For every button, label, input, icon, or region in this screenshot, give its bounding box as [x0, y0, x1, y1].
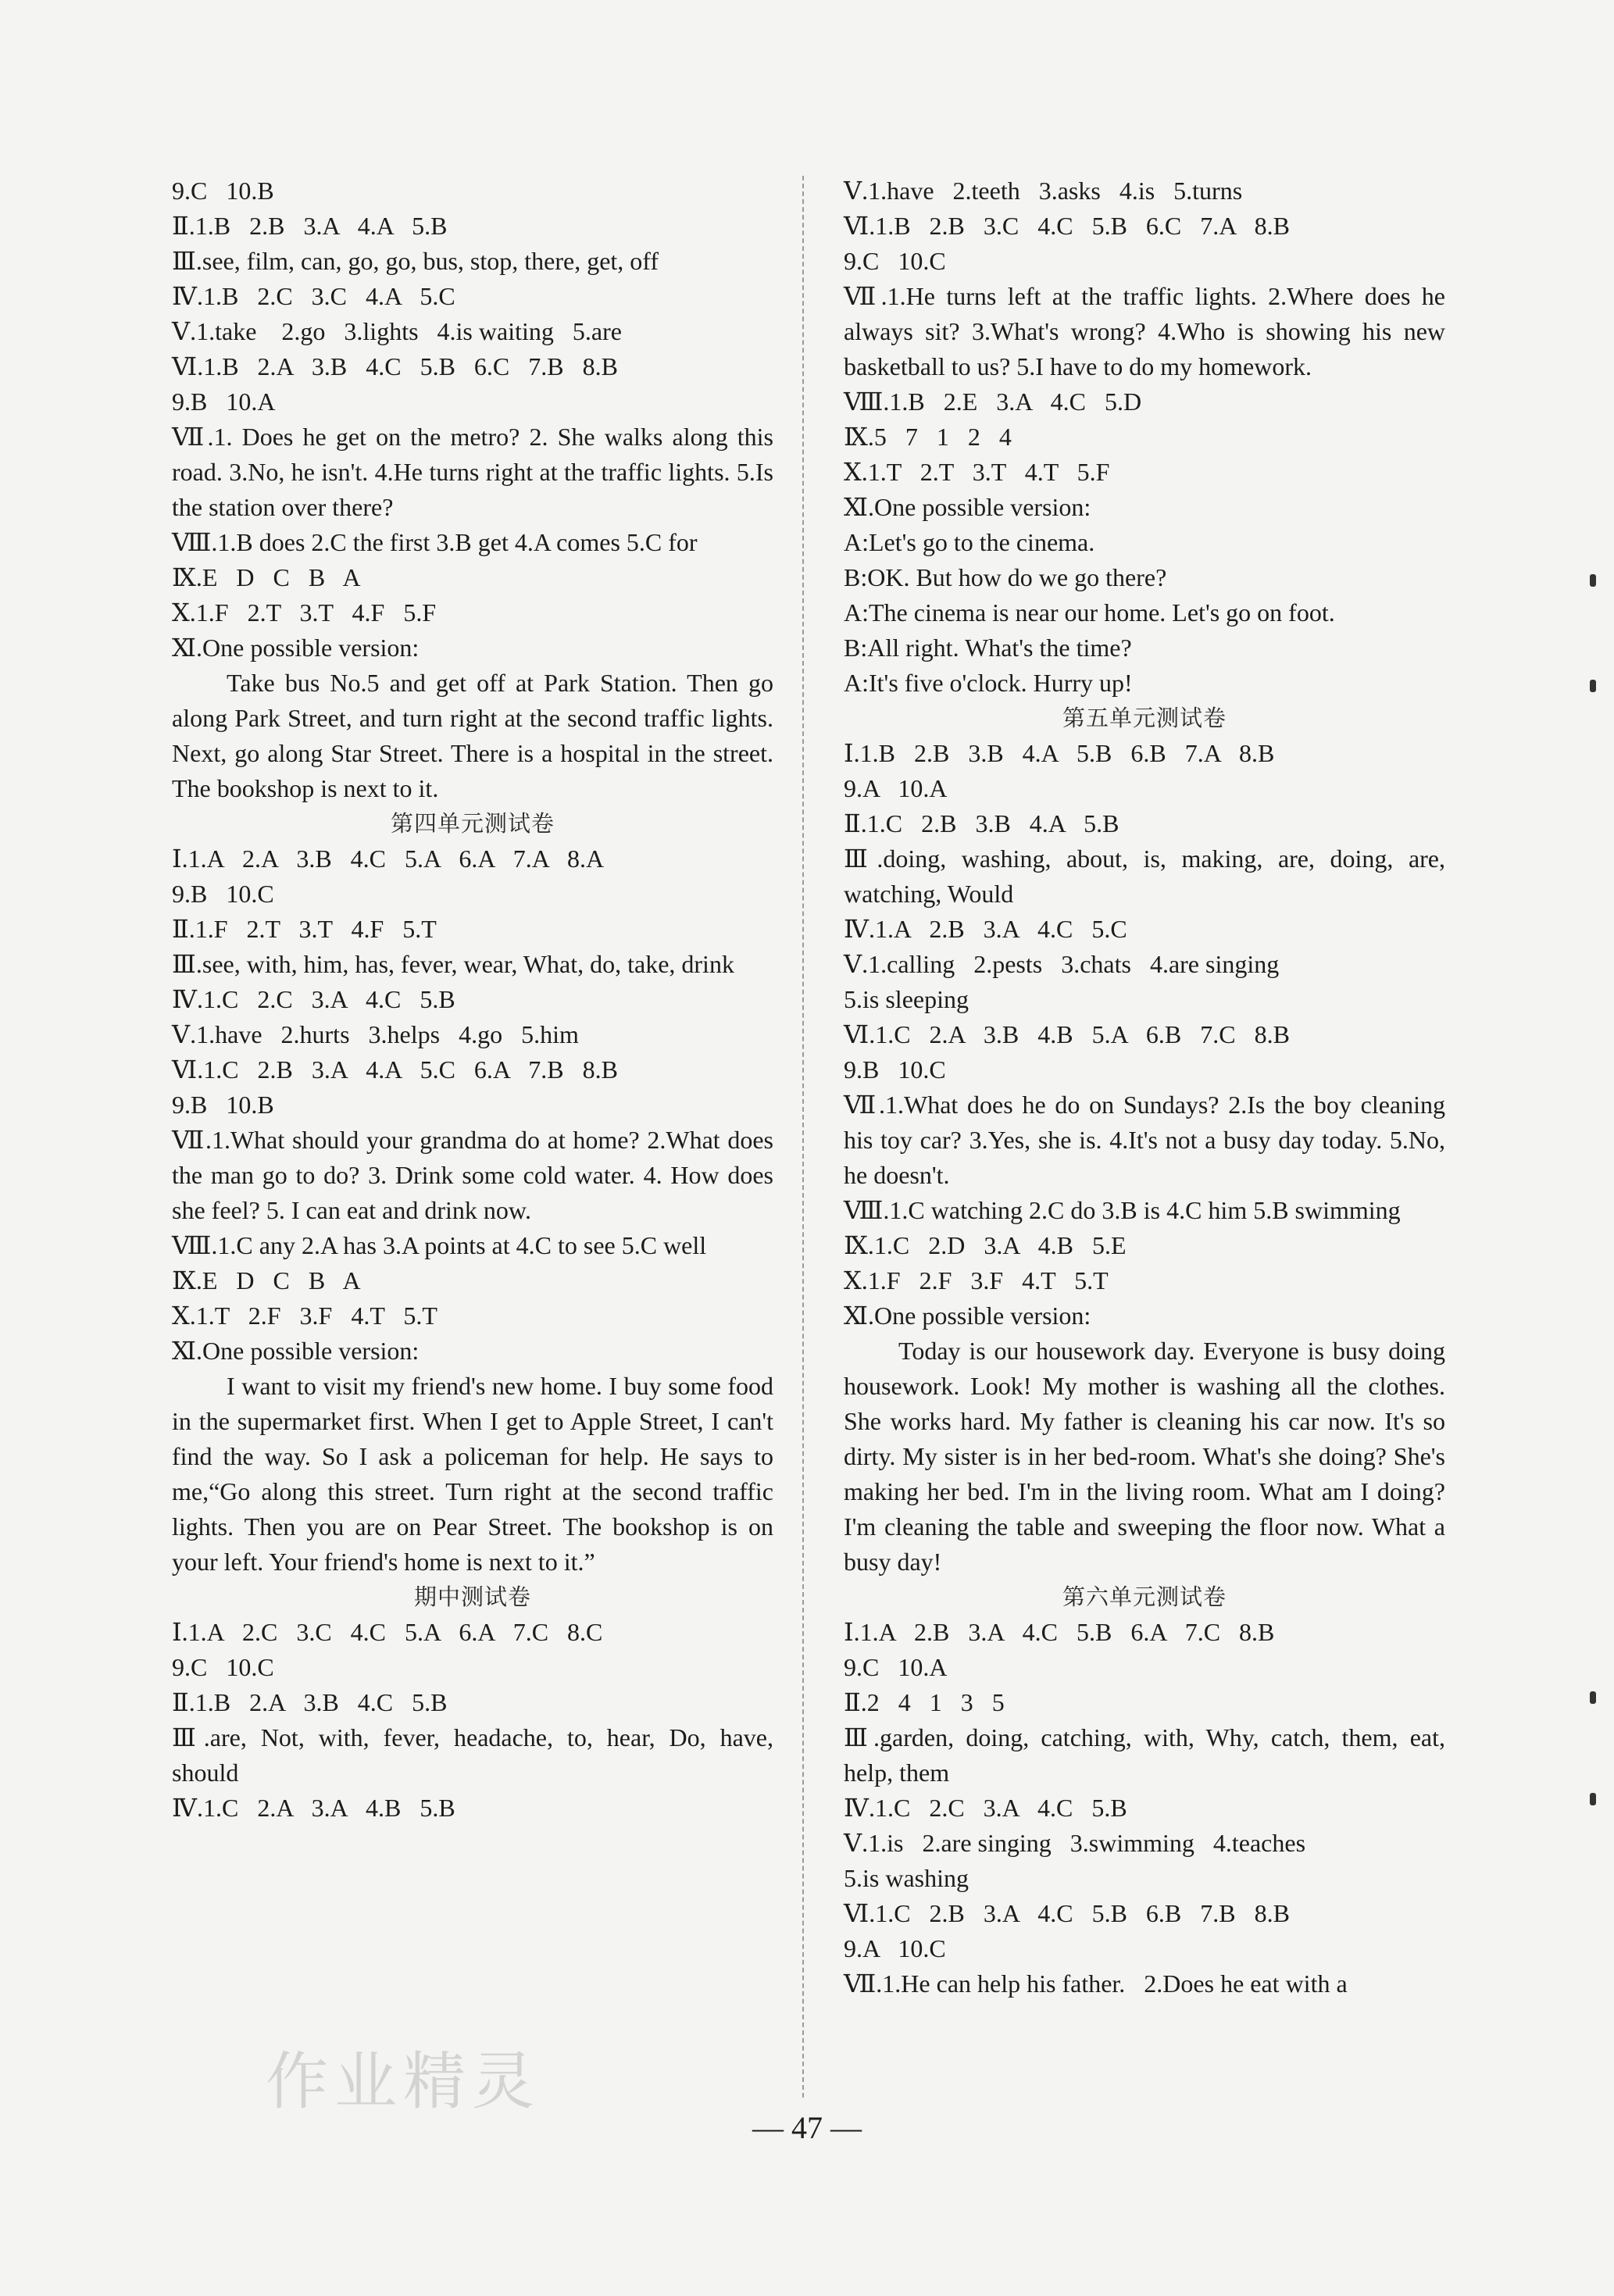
answer-line: Ⅺ.One possible version:: [844, 493, 1091, 521]
answer-paragraph: Today is our housework day. Everyone is busy doing housework. Look! My mother is washing all the clothes. She works hard. My father is cleaning his car now. It's so dirty. My sister is in her bed-room. What's she doing? She's making her bed. I'm in the living room. What am I doing? I'm cleaning the table and sweeping the floor now. What a busy day!: [844, 1337, 1445, 1576]
answer-line: 9.C 10.C: [844, 247, 946, 275]
answer-line: Ⅴ.1.take 2.go 3.lights 4.is waiting 5.are: [172, 317, 622, 345]
section-heading: 第四单元测试卷: [390, 810, 555, 837]
answer-line: Ⅶ.1.What should your grandma do at home? 2.What does the man go to do? 3. Drink some cold water. 4. How does she feel? 5. I can eat and drink now.: [172, 1126, 773, 1224]
answer-line: Ⅶ.1. Does he get on the metro? 2. She walks along this road. 3.No, he isn't. 4.He turns right at the traffic lights. 5.Is the station over there?: [172, 423, 773, 521]
answer-line: Ⅰ.1.A 2.C 3.C 4.C 5.A 6.A 7.C 8.C: [172, 1618, 603, 1646]
answer-line: Ⅹ.1.T 2.T 3.T 4.T 5.F: [844, 458, 1110, 486]
answer-line: Ⅵ.1.B 2.B 3.C 4.C 5.B 6.C 7.A 8.B: [844, 212, 1290, 240]
answer-line: Ⅲ.see, with, him, has, fever, wear, What, do, take, drink: [172, 950, 734, 978]
answer-line: A:Let's go to the cinema.: [844, 528, 1095, 556]
watermark: 作业精灵: [266, 2045, 541, 2118]
answer-line: B:All right. What's the time?: [844, 634, 1132, 662]
answer-line: Ⅹ.1.T 2.F 3.F 4.T 5.T: [172, 1302, 437, 1330]
section-heading: 第五单元测试卷: [1062, 705, 1227, 731]
answer-line: Ⅲ.are, Not, with, fever, headache, to, hear, Do, have, should: [172, 1723, 773, 1787]
answer-line: Ⅴ.1.have 2.teeth 3.asks 4.is 5.turns: [844, 177, 1243, 205]
answer-line: Ⅳ.1.A 2.B 3.A 4.C 5.C: [844, 915, 1127, 943]
scan-mark: [1590, 574, 1596, 587]
answer-line: Ⅳ.1.C 2.C 3.A 4.C 5.B: [172, 985, 455, 1013]
answer-line: Ⅶ.1.He can help his father. 2.Does he eat with a: [844, 1969, 1348, 1998]
answer-line: Ⅲ.see, film, can, go, go, bus, stop, there, get, off: [172, 247, 659, 275]
answer-line: Ⅱ.1.B 2.B 3.A 4.A 5.B: [172, 212, 448, 240]
answer-line: Ⅷ.1.B 2.E 3.A 4.C 5.D: [844, 387, 1142, 416]
answer-line: Ⅳ.1.C 2.A 3.A 4.B 5.B: [172, 1794, 455, 1822]
answer-line: Ⅷ.1.C watching 2.C do 3.B is 4.C him 5.B swimming: [844, 1196, 1401, 1224]
answer-line: Ⅵ.1.C 2.B 3.A 4.C 5.B 6.B 7.B 8.B: [844, 1899, 1290, 1927]
answer-line: Ⅱ.2 4 1 3 5: [844, 1688, 1005, 1716]
answer-line: Ⅱ.1.F 2.T 3.T 4.F 5.T: [172, 915, 437, 943]
answer-line: Ⅲ.garden, doing, catching, with, Why, catch, them, eat, help, them: [844, 1723, 1445, 1787]
answer-line: Ⅸ.5 7 1 2 4: [844, 423, 1012, 451]
answer-line: Ⅵ.1.B 2.A 3.B 4.C 5.B 6.C 7.B 8.B: [172, 352, 618, 380]
answer-line: Ⅳ.1.B 2.C 3.C 4.A 5.C: [172, 282, 455, 310]
answer-line: Ⅸ.1.C 2.D 3.A 4.B 5.E: [844, 1231, 1127, 1259]
answer-line: Ⅶ.1.What does he do on Sundays? 2.Is the boy cleaning his toy car? 3.Yes, she is. 4.It's not a busy day today. 5.No, he doesn't.: [844, 1091, 1445, 1189]
answer-line: Ⅶ.1.He turns left at the traffic lights. 2.Where does he always sit? 3.What's wrong? 4.Who is showing his new basketball to us? 5.I have to do my homework.: [844, 282, 1445, 380]
scan-mark: [1590, 1793, 1596, 1805]
answer-line: 9.B 10.B: [172, 1091, 274, 1119]
answer-line: Ⅹ.1.F 2.F 3.F 4.T 5.T: [844, 1266, 1109, 1294]
answer-line: Ⅸ.E D C B A: [172, 563, 361, 591]
answer-line: A:It's five o'clock. Hurry up!: [844, 669, 1133, 697]
answer-line: Ⅱ.1.B 2.A 3.B 4.C 5.B: [172, 1688, 448, 1716]
answer-line: A:The cinema is near our home. Let's go on foot.: [844, 598, 1335, 627]
answer-line: 9.B 10.C: [844, 1055, 946, 1084]
answer-line: Ⅺ.One possible version:: [172, 634, 420, 662]
answer-line: Ⅵ.1.C 2.B 3.A 4.A 5.C 6.A 7.B 8.B: [172, 1055, 618, 1084]
scan-mark: [1590, 680, 1596, 692]
answer-line: Ⅺ.One possible version:: [844, 1302, 1091, 1330]
answer-line: B:OK. But how do we go there?: [844, 563, 1167, 591]
section-heading: 第六单元测试卷: [1062, 1584, 1227, 1610]
answer-line: 5.is washing: [844, 1864, 969, 1892]
answer-line: 9.A 10.C: [844, 1934, 946, 1962]
answer-line: Ⅵ.1.C 2.A 3.B 4.B 5.A 6.B 7.C 8.B: [844, 1020, 1290, 1048]
left-column: [172, 173, 773, 1826]
answer-line: Ⅹ.1.F 2.T 3.T 4.F 5.F: [172, 598, 437, 627]
right-column: [844, 173, 1445, 2001]
answer-line: Ⅴ.1.have 2.hurts 3.helps 4.go 5.him: [172, 1020, 579, 1048]
answer-line: Ⅴ.1.is 2.are singing 3.swimming 4.teaches: [844, 1829, 1306, 1857]
answer-line: 9.C 10.A: [844, 1653, 948, 1681]
answer-line: Ⅰ.1.B 2.B 3.B 4.A 5.B 6.B 7.A 8.B: [844, 739, 1275, 767]
answer-line: Ⅳ.1.C 2.C 3.A 4.C 5.B: [844, 1794, 1127, 1822]
answer-line: Ⅸ.E D C B A: [172, 1266, 361, 1294]
answer-line: Ⅲ.doing, washing, about, is, making, are, doing, are, watching, Would: [844, 844, 1445, 908]
answer-line: Ⅴ.1.calling 2.pests 3.chats 4.are singing: [844, 950, 1280, 978]
page-number: — 47 —: [752, 2110, 862, 2145]
section-heading: 期中测试卷: [413, 1584, 531, 1610]
answer-line: Ⅱ.1.C 2.B 3.B 4.A 5.B: [844, 809, 1119, 837]
answer-paragraph: Take bus No.5 and get off at Park Station. Then go along Park Street, and turn right at the second traffic lights. Next, go along Star Street. There is a hospital in the street. The bookshop is next to it.: [172, 669, 773, 802]
answer-line: Ⅰ.1.A 2.A 3.B 4.C 5.A 6.A 7.A 8.A: [172, 844, 605, 873]
answer-line: 5.is sleeping: [844, 985, 969, 1013]
scan-mark: [1590, 1691, 1596, 1704]
answer-line: Ⅷ.1.B does 2.C the first 3.B get 4.A comes 5.C for: [172, 528, 698, 556]
answer-line: Ⅺ.One possible version:: [172, 1337, 420, 1365]
answer-line: 9.C 10.C: [172, 1653, 274, 1681]
column-divider: [802, 176, 804, 2098]
answer-line: 9.A 10.A: [844, 774, 948, 802]
answer-line: Ⅰ.1.A 2.B 3.A 4.C 5.B 6.A 7.C 8.B: [844, 1618, 1275, 1646]
answer-line: Ⅷ.1.C any 2.A has 3.A points at 4.C to see 5.C well: [172, 1231, 707, 1259]
answer-line: 9.C 10.B: [172, 177, 274, 205]
answer-line: 9.B 10.A: [172, 387, 276, 416]
answer-line: 9.B 10.C: [172, 880, 274, 908]
answer-paragraph: I want to visit my friend's new home. I buy some food in the supermarket first. When I get to Apple Street, I can't find the way. So I ask a policeman for help. He says to me,“Go along this street. Turn right at the second traffic lights. Then you are on Pear Street. The bookshop is on your left. Your friend's home is next to it.”: [172, 1372, 773, 1576]
